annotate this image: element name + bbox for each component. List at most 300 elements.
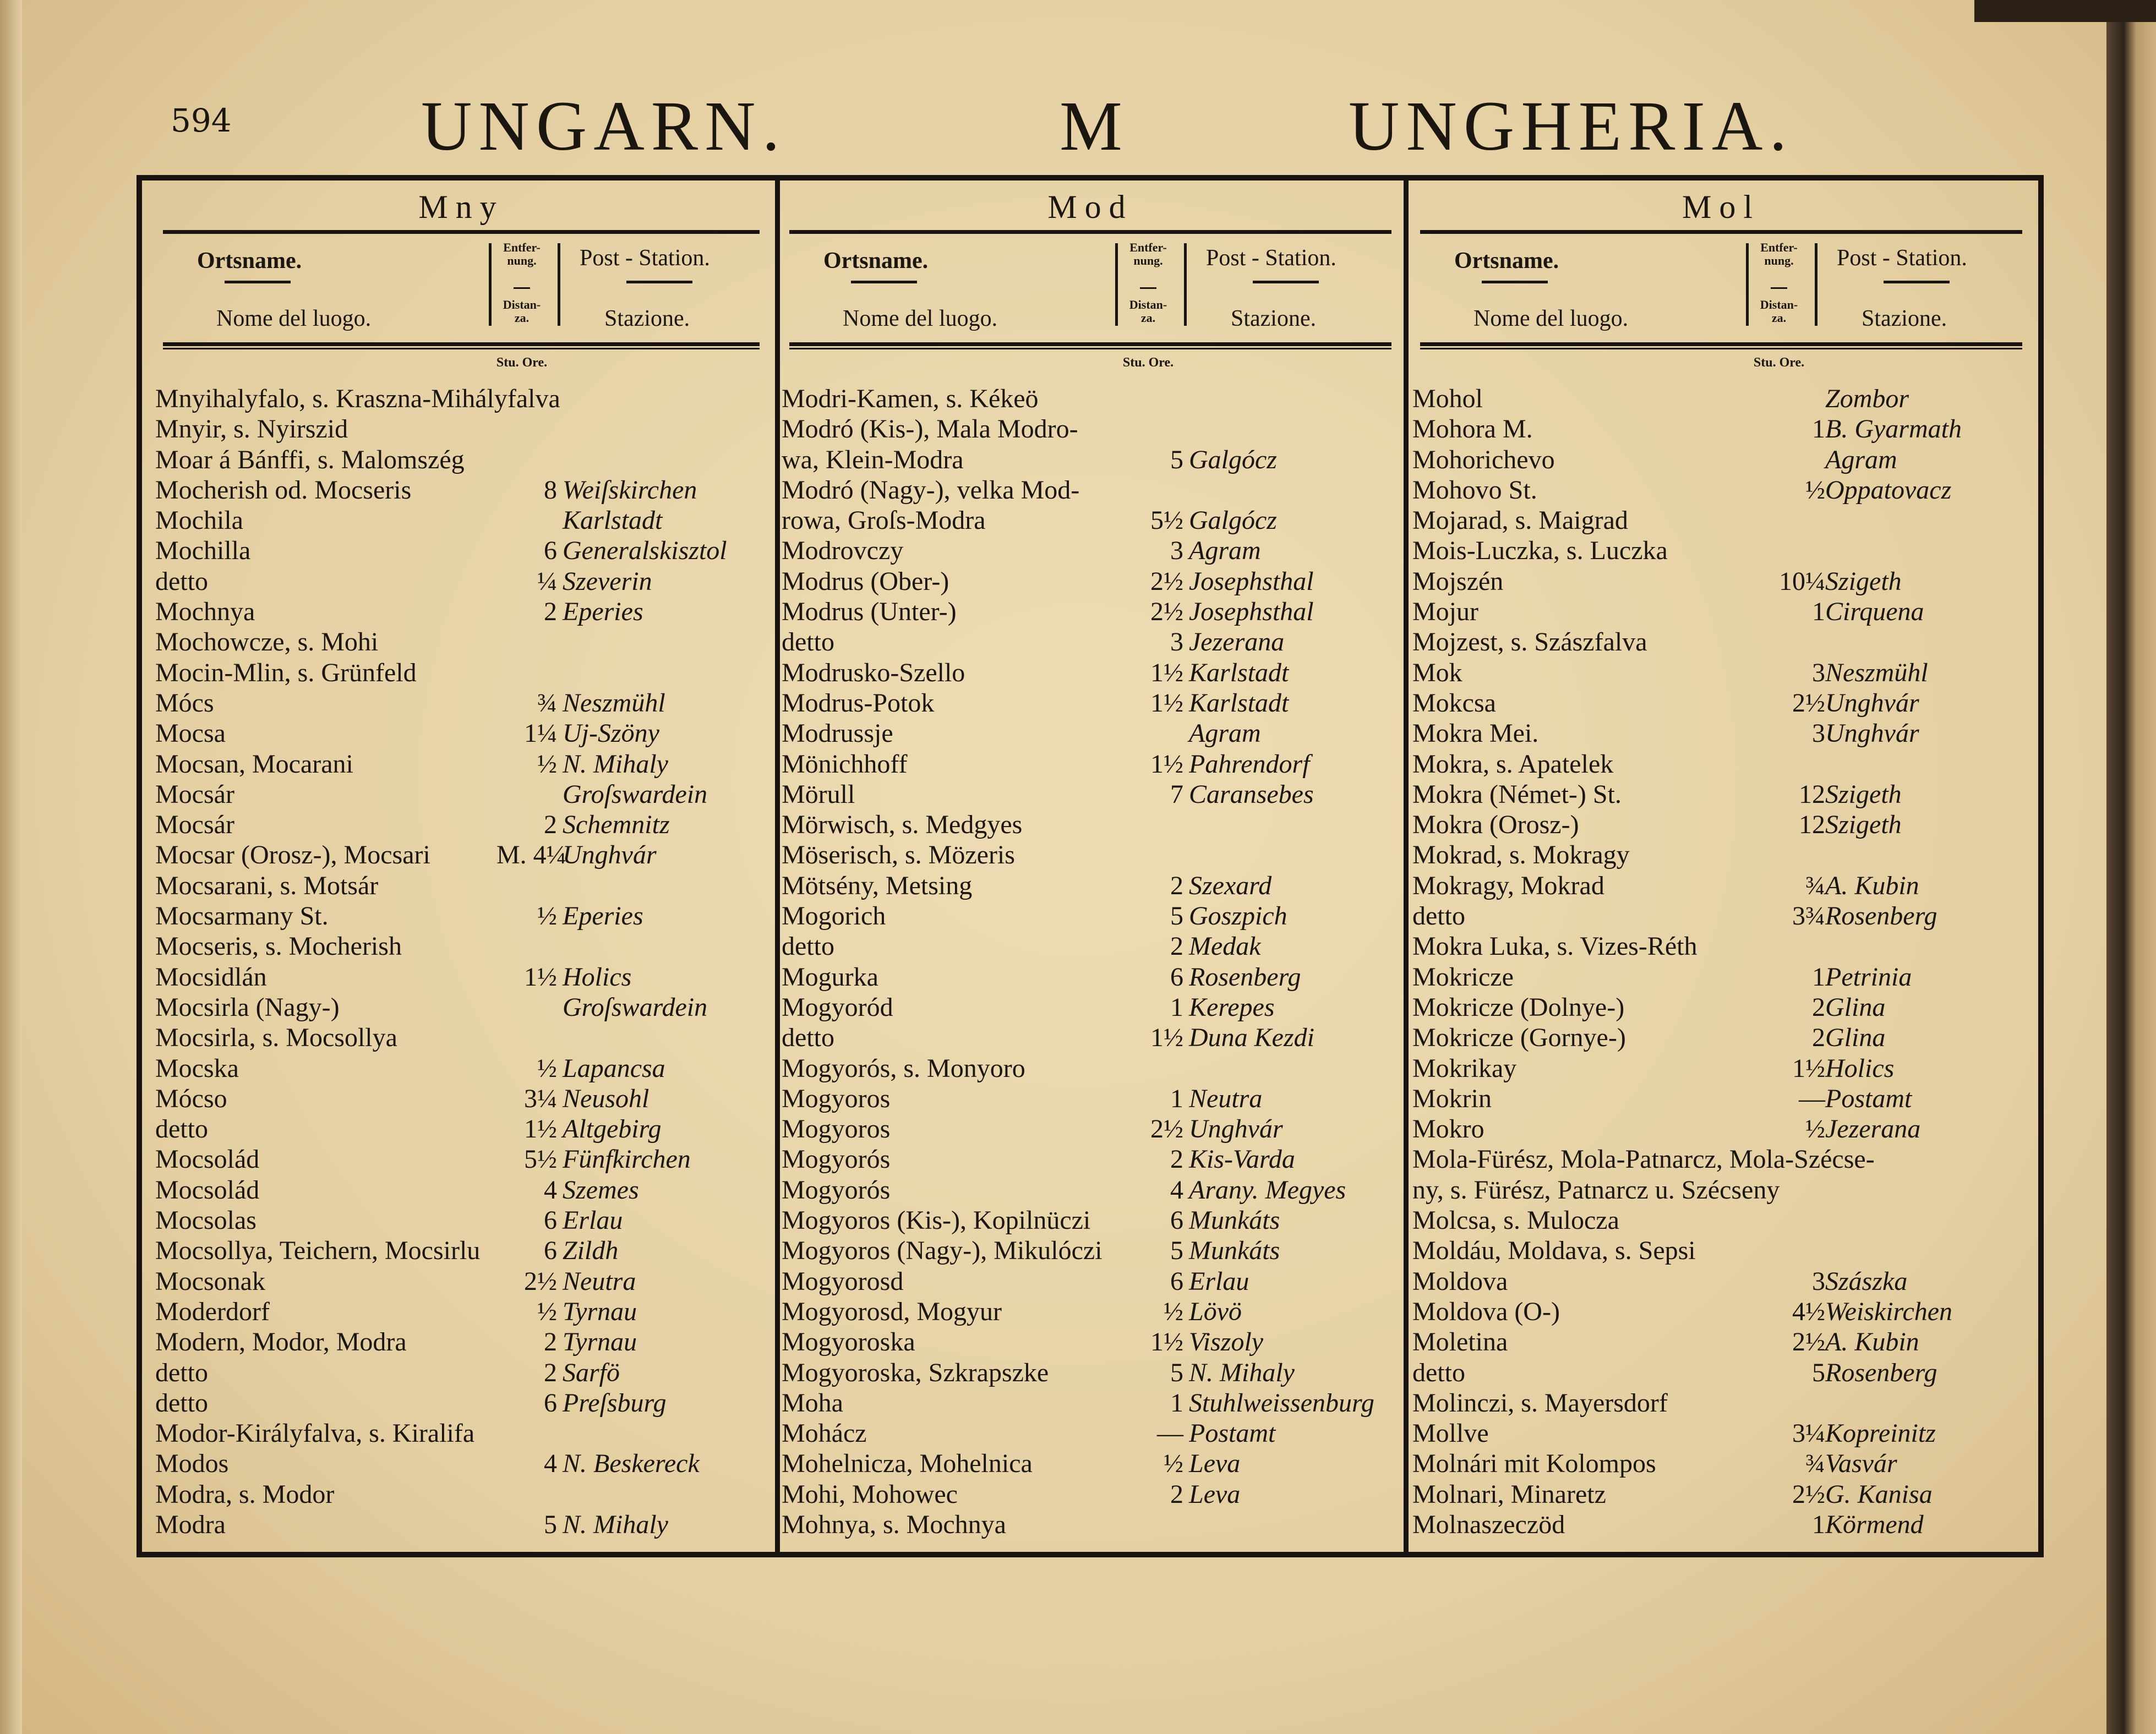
distance: 1¼ <box>524 719 557 748</box>
rule <box>789 342 1391 346</box>
list-item <box>1412 1448 2034 1479</box>
post-station: Neutra <box>563 1266 636 1296</box>
place-name: Molnaszeczöd <box>1412 1509 1565 1539</box>
place-name: Moletina <box>1412 1327 1508 1357</box>
distance: — <box>1157 1419 1183 1448</box>
list-item <box>155 901 772 931</box>
post-station: N. Beskereck <box>563 1449 700 1479</box>
post-station: Neszmühl <box>563 688 665 718</box>
label-nome: Nome del luogo. <box>216 306 372 331</box>
list-item <box>1412 658 2034 688</box>
list-item <box>782 627 1404 657</box>
list-item <box>1412 1235 2034 1266</box>
distance: 3 <box>1170 536 1183 566</box>
post-station: Pahrendorf <box>1189 749 1310 779</box>
list-item <box>782 1418 1404 1448</box>
distance: ¼ <box>537 566 557 596</box>
post-station: N. Mihaly <box>1189 1358 1295 1387</box>
post-station: Josephsthal <box>1189 566 1314 596</box>
place-name: detto <box>155 1358 208 1387</box>
place-name: Mocsarani, s. Motsár <box>155 871 379 900</box>
list-item <box>155 627 772 657</box>
distance: 1½ <box>524 1114 557 1144</box>
post-station: Medak <box>1189 932 1261 961</box>
place-name: Mokcsa <box>1412 688 1496 718</box>
list-item <box>155 931 772 961</box>
column-mod <box>779 182 1401 1557</box>
post-station: Szigeth <box>1825 810 1902 840</box>
distance: 2 <box>544 597 557 627</box>
place-name: Mokra (Orosz-) <box>1412 810 1579 840</box>
place-name: Moldova <box>1412 1266 1508 1296</box>
list-item <box>782 871 1404 901</box>
list-item <box>155 1388 772 1418</box>
place-name: Modró (Kis-), Mala Modro- <box>782 414 1078 444</box>
distance: 2 <box>1812 992 1825 1022</box>
place-name: Mocsonak <box>155 1266 265 1296</box>
distance: 1½ <box>1150 749 1183 779</box>
post-station: Agram <box>1189 536 1261 566</box>
list-item <box>155 535 772 566</box>
post-station: Goszpich <box>1189 901 1287 931</box>
place-name: wa, Klein-Modra <box>782 445 964 474</box>
list-item <box>155 1266 772 1297</box>
list-item <box>782 1388 1404 1418</box>
distance: 1 <box>1812 1509 1825 1539</box>
distance: ½ <box>1805 475 1825 505</box>
list-item <box>1412 809 2034 840</box>
list-item <box>782 1448 1404 1479</box>
place-name: Mócso <box>155 1084 227 1113</box>
list-item <box>155 445 772 475</box>
list-item <box>1412 475 2034 505</box>
place-name: Mohelnicza, Mohelnica <box>782 1449 1033 1479</box>
label-nome: Nome del luogo. <box>843 306 998 331</box>
place-name: Mohácz <box>782 1419 867 1448</box>
post-station: Kis-Varda <box>1189 1145 1295 1174</box>
post-station: Körmend <box>1825 1509 1924 1539</box>
distance: M. 4¼ <box>496 840 566 870</box>
list-item <box>1412 1266 2034 1297</box>
list-item <box>782 1022 1404 1053</box>
place-name: Mogyorós, s. Monyoro <box>782 1053 1025 1083</box>
post-station: Munkáts <box>1189 1236 1280 1266</box>
place-name: Modrusko-Szello <box>782 658 965 687</box>
list-item <box>155 475 772 505</box>
column-divider <box>1404 180 1409 1556</box>
list-item <box>155 1448 772 1479</box>
list-item <box>1412 1418 2034 1448</box>
post-station: B. Gyarmath <box>1825 414 1962 444</box>
column-mol <box>1410 182 2032 1557</box>
list-item <box>155 566 772 597</box>
distance: 2 <box>1170 1479 1183 1509</box>
distance: 1½ <box>524 962 557 992</box>
list-item <box>782 475 1404 505</box>
list-item <box>1412 992 2034 1022</box>
place-name: Mojzest, s. Szászfalva <box>1412 627 1647 657</box>
label-underline <box>225 281 291 283</box>
place-name: detto <box>782 627 834 657</box>
distance: ½ <box>537 1297 557 1326</box>
distance: 1½ <box>1150 1023 1183 1053</box>
list-item <box>782 840 1404 870</box>
place-name: Mojur <box>1412 597 1478 627</box>
distance: 1 <box>1812 597 1825 627</box>
list-item <box>782 931 1404 961</box>
post-station: Josephsthal <box>1189 597 1314 627</box>
distance: 6 <box>544 1236 557 1266</box>
list-item <box>782 414 1404 444</box>
post-station: Tyrnau <box>563 1297 637 1326</box>
post-station: Vasvár <box>1825 1449 1897 1479</box>
list-item <box>155 962 772 992</box>
list-item <box>1412 505 2034 535</box>
entry-list <box>782 384 1404 1540</box>
distance: 3¼ <box>524 1084 557 1113</box>
place-name: Mogyorós <box>782 1145 891 1174</box>
post-station: N. Mihaly <box>563 1509 668 1539</box>
post-station: Neutra <box>1189 1084 1263 1113</box>
place-name: Mogyoros <box>782 1084 891 1113</box>
label-underline <box>1884 281 1950 283</box>
list-item <box>155 1053 772 1084</box>
place-name: rowa, Groſs-Modra <box>782 506 986 535</box>
list-item <box>155 1114 772 1144</box>
post-station: Holics <box>563 962 632 992</box>
place-name: Mochnya <box>155 597 255 627</box>
post-station: Galgócz <box>1189 506 1277 535</box>
list-item <box>782 779 1404 809</box>
list-item <box>782 1327 1404 1357</box>
place-name: Mocherish od. Mocseris <box>155 475 412 505</box>
place-name: Mogyorosd, Mogyur <box>782 1297 1002 1326</box>
place-name: Mócs <box>155 688 214 718</box>
place-name: Mois-Luczka, s. Luczka <box>1412 536 1668 566</box>
distance: — <box>1799 1084 1825 1113</box>
distance: 2½ <box>1792 1327 1825 1357</box>
place-name: Modor-Királyfalva, s. Kiralifa <box>155 1419 475 1448</box>
place-name: Mocin-Mlin, s. Grünfeld <box>155 658 417 687</box>
place-name: Moha <box>782 1388 843 1418</box>
list-item <box>155 384 772 414</box>
distance: 6 <box>544 1388 557 1418</box>
distance: ¾ <box>1805 871 1825 900</box>
post-station: Holics <box>1825 1053 1895 1083</box>
place-name: Mohorichevo <box>1412 445 1555 474</box>
list-item <box>782 1509 1404 1540</box>
book-gutter <box>2106 0 2156 1734</box>
label-ortsname: Ortsname. <box>197 248 302 273</box>
place-name: detto <box>1412 901 1465 931</box>
list-item <box>1412 1327 2034 1357</box>
label-stazione: Stazione. <box>1862 306 1947 331</box>
post-station: Galgócz <box>1189 445 1277 474</box>
place-name: Mocseris, s. Mocherish <box>155 932 402 961</box>
label-stazione: Stazione. <box>1231 306 1317 331</box>
list-item <box>1412 1297 2034 1327</box>
rule <box>163 230 760 234</box>
list-item <box>155 1479 772 1509</box>
list-item <box>782 688 1404 718</box>
distance: 2 <box>1170 871 1183 900</box>
place-name: Mocska <box>155 1053 239 1083</box>
post-station: Leva <box>1189 1479 1241 1509</box>
post-station: Glina <box>1825 1023 1886 1053</box>
book-cover-edge <box>1974 0 2156 22</box>
label-stu-ore: Stu. Ore. <box>496 355 548 370</box>
list-item <box>1412 1175 2034 1205</box>
distance: 1½ <box>1150 688 1183 718</box>
distance: 4 <box>1170 1175 1183 1205</box>
post-station: Unghvár <box>1825 719 1919 748</box>
post-station: Jezerana <box>1825 1114 1921 1144</box>
post-station: Szemes <box>563 1175 639 1205</box>
post-station: A. Kubin <box>1825 871 1919 900</box>
list-item <box>155 1418 772 1448</box>
distance: 3¼ <box>1792 1419 1825 1448</box>
label-nome: Nome del luogo. <box>1473 306 1629 331</box>
distance: 8 <box>544 475 557 505</box>
place-name: Mochilla <box>155 536 251 566</box>
distance: ½ <box>537 1053 557 1083</box>
distance: 6 <box>544 1206 557 1235</box>
list-item <box>1412 566 2034 597</box>
place-name: Molcsa, s. Mulocza <box>1412 1206 1619 1235</box>
post-station: Fünfkirchen <box>563 1145 691 1174</box>
post-station: A. Kubin <box>1825 1327 1919 1357</box>
place-name: Mokragy, Mokrad <box>1412 871 1604 900</box>
list-item <box>1412 1388 2034 1418</box>
distance: 12 <box>1799 810 1825 840</box>
list-item <box>1412 1479 2034 1509</box>
list-item <box>155 1509 772 1540</box>
label-stu-ore: Stu. Ore. <box>1122 355 1174 370</box>
distance: ¾ <box>1805 1449 1825 1479</box>
place-name: Mokricze (Gornye-) <box>1412 1023 1626 1053</box>
place-name: Mörull <box>782 779 855 809</box>
list-item <box>782 718 1404 748</box>
place-name: Modrus (Unter-) <box>782 597 957 627</box>
distance: ½ <box>1164 1297 1183 1326</box>
place-name: detto <box>782 932 834 961</box>
distance: 3¾ <box>1792 901 1825 931</box>
distance: 5 <box>1170 1358 1183 1387</box>
place-name: Mohol <box>1412 384 1483 413</box>
label-underline <box>1253 281 1319 283</box>
list-item <box>155 1358 772 1388</box>
entry-list <box>155 384 772 1540</box>
distance: 1½ <box>1150 658 1183 687</box>
distance: 5 <box>1170 901 1183 931</box>
distance: 5 <box>544 1509 557 1539</box>
post-station: Karlstadt <box>563 506 663 535</box>
list-item <box>782 1084 1404 1114</box>
rule <box>1420 342 2022 346</box>
page-number: 594 <box>171 102 232 139</box>
place-name: Mönichhoff <box>782 749 908 779</box>
post-station: Eperies <box>563 597 643 627</box>
place-name: Mocsidlán <box>155 962 267 992</box>
column-title: Mny <box>418 189 504 225</box>
place-name: Moldova (O-) <box>1412 1297 1560 1326</box>
list-item <box>782 1235 1404 1266</box>
list-item <box>1412 535 2034 566</box>
distance: 1 <box>1812 962 1825 992</box>
list-item <box>155 1144 772 1174</box>
place-name: Modra <box>155 1509 226 1539</box>
distance: ½ <box>537 901 557 931</box>
place-name: Modrovczy <box>782 536 904 566</box>
place-name: Mokrad, s. Mokragy <box>1412 840 1630 870</box>
place-name: Mogyorosd <box>782 1266 904 1296</box>
place-name: Mokra, s. Apatelek <box>1412 749 1614 779</box>
distance: 2½ <box>1792 1479 1825 1509</box>
list-item <box>155 658 772 688</box>
place-name: ny, s. Fürész, Patnarcz u. Szécseny <box>1412 1175 1780 1205</box>
distance: 2½ <box>1150 566 1183 596</box>
place-name: Mogorich <box>782 901 886 931</box>
list-item <box>155 688 772 718</box>
list-item <box>155 1205 772 1235</box>
place-name: detto <box>1412 1358 1465 1387</box>
place-name: detto <box>155 1388 208 1418</box>
label-entfernung: Entfer-nung. <box>1129 240 1167 268</box>
place-name: Mohnya, s. Mochnya <box>782 1509 1006 1539</box>
list-item <box>1412 779 2034 809</box>
list-item <box>782 992 1404 1022</box>
label-underline <box>514 287 530 289</box>
label-distanza: Distan-za. <box>503 298 541 325</box>
post-station: Rosenberg <box>1189 962 1301 992</box>
place-name: Mohi, Mohowec <box>782 1479 958 1509</box>
post-station: Generalskisztol <box>563 536 727 566</box>
place-name: Mokra Mei. <box>1412 719 1539 748</box>
list-item <box>782 1479 1404 1509</box>
place-name: Mocsár <box>155 810 234 840</box>
distance: 6 <box>1170 1206 1183 1235</box>
list-item <box>782 749 1404 779</box>
distance: 5 <box>1812 1358 1825 1387</box>
distance: 6 <box>1170 1266 1183 1296</box>
list-item <box>1412 962 2034 992</box>
page-edge-shadow <box>0 0 22 1734</box>
distance: 3 <box>1812 658 1825 687</box>
place-name: Mogyoros <box>782 1114 891 1144</box>
place-name: Modern, Modor, Modra <box>155 1327 407 1357</box>
label-entfernung: Entfer-nung. <box>1760 240 1798 268</box>
post-station: Szászka <box>1825 1266 1908 1296</box>
list-item <box>1412 1144 2034 1174</box>
place-name: Mohora M. <box>1412 414 1533 444</box>
label-stazione: Stazione. <box>604 306 690 331</box>
list-item <box>1412 597 2034 627</box>
list-item <box>155 597 772 627</box>
post-station: Szigeth <box>1825 779 1902 809</box>
post-station: Groſswardein <box>563 992 708 1022</box>
post-station: Leva <box>1189 1449 1241 1479</box>
distance: ½ <box>537 749 557 779</box>
place-name: Mocsa <box>155 719 226 748</box>
list-item <box>155 809 772 840</box>
post-station: Karlstadt <box>1189 688 1289 718</box>
label-distanza: Distan-za. <box>1129 298 1167 325</box>
post-station: Cirquena <box>1825 597 1924 627</box>
place-name: Mnyihalyfalo, s. Kraszna-Mihályfalva <box>155 384 560 413</box>
place-name: Mokra (Német-) St. <box>1412 779 1622 809</box>
list-item <box>155 1327 772 1357</box>
label-underline <box>851 281 917 283</box>
place-name: Mokricze <box>1412 962 1514 992</box>
list-item <box>1412 384 2034 414</box>
list-item <box>782 962 1404 992</box>
place-name: Mogyoroska <box>782 1327 915 1357</box>
post-station: Oppatovacz <box>1825 475 1952 505</box>
post-station: Sarfö <box>563 1358 620 1387</box>
place-name: Mokrin <box>1412 1084 1492 1113</box>
post-station: Agram <box>1825 445 1897 474</box>
place-name: Mocsirla, s. Mocsollya <box>155 1023 397 1053</box>
list-item <box>782 1266 1404 1297</box>
place-name: Mnyir, s. Nyirszid <box>155 414 348 444</box>
list-item <box>1412 1084 2034 1114</box>
list-item <box>782 1205 1404 1235</box>
distance: 1 <box>1812 414 1825 444</box>
post-station: Lövö <box>1189 1297 1242 1326</box>
list-item <box>1412 688 2034 718</box>
place-name: Mogurka <box>782 962 878 992</box>
distance: 2½ <box>1150 597 1183 627</box>
place-name: Moldáu, Moldava, s. Sepsi <box>1412 1236 1696 1266</box>
distance: 7 <box>1170 779 1183 809</box>
list-item <box>155 992 772 1022</box>
distance: 3 <box>1812 1266 1825 1296</box>
label-underline <box>1771 287 1787 289</box>
distance: 3 <box>1170 627 1183 657</box>
distance: 6 <box>544 536 557 566</box>
post-station: Weiskirchen <box>1825 1297 1953 1326</box>
post-station: Unghvár <box>1825 688 1919 718</box>
post-station: Tyrnau <box>563 1327 637 1357</box>
list-item <box>782 1114 1404 1144</box>
place-name: Moderdorf <box>155 1297 270 1326</box>
column-mny <box>153 182 769 1557</box>
list-item <box>1412 1509 2034 1540</box>
post-station: G. Kanisa <box>1825 1479 1933 1509</box>
list-item <box>1412 749 2034 779</box>
post-station: Munkáts <box>1189 1206 1280 1235</box>
place-name: Mocsollya, Teichern, Mocsirlu <box>155 1236 481 1266</box>
post-station: Zombor <box>1825 384 1909 413</box>
rule <box>163 348 760 349</box>
place-name: Modrussje <box>782 719 893 748</box>
post-station: Rosenberg <box>1825 1358 1937 1387</box>
place-name: Mokricze (Dolnye-) <box>1412 992 1625 1022</box>
label-stu-ore: Stu. Ore. <box>1753 355 1805 370</box>
column-title: Mod <box>1047 189 1133 225</box>
place-name: detto <box>155 1114 208 1144</box>
distance: 5 <box>1170 1236 1183 1266</box>
distance: 2½ <box>1150 1114 1183 1144</box>
label-post-station: Post - Station. <box>580 245 710 271</box>
list-item <box>155 840 772 870</box>
list-item <box>782 658 1404 688</box>
list-item <box>155 749 772 779</box>
post-station: Karlstadt <box>1189 658 1289 687</box>
distance: 1 <box>1170 992 1183 1022</box>
distance: 2½ <box>1792 688 1825 718</box>
column-title: Mol <box>1682 189 1761 225</box>
